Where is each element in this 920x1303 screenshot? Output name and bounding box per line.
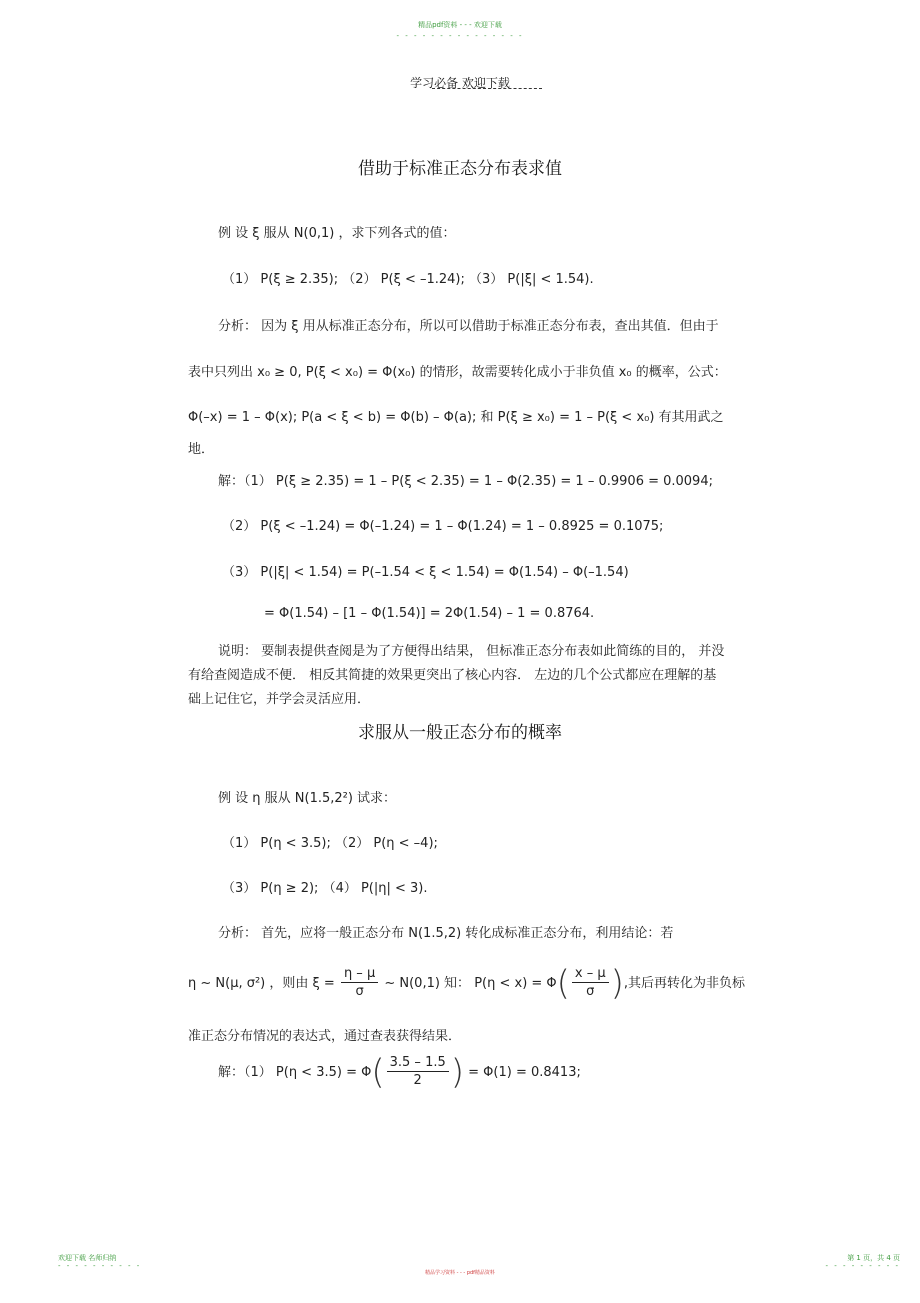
page-header: 学习必备 欢迎下载 — [410, 76, 510, 90]
s2-example: 例 设 η 服从 N(1.5,2²) 试求： — [218, 791, 397, 806]
s2-solution-1 — [218, 1052, 581, 1093]
s1-analysis-1: 分析： 因为 ξ 用从标准正态分布，所以可以借助于标准正态分布表，查出其值．但由于 — [218, 319, 719, 334]
section1-title: 借助于标准正态分布表求值 — [358, 159, 562, 179]
s1-solution-1: 解：（1） P(ξ ≥ 2.35) = 1 – P(ξ < 2.35) = 1 – Φ(2.35) = 1 – 0.9906 = 0.0094; — [218, 474, 713, 489]
s1-solution-3: （3） P(|ξ| < 1.54) = P(–1.54 < ξ < 1.54) = Φ(1.54) – Φ(–1.54) — [222, 565, 629, 580]
footer-right-dots: - - - - - - - - - — [825, 1262, 900, 1270]
s2-parts-1: （1） P(η < 3.5); （2） P(η < –4); — [222, 836, 438, 851]
s2-analysis-2-a: η ~ N(μ, σ²) ，则由 ξ = — [188, 976, 335, 991]
fraction-denominator: 2 — [413, 1073, 422, 1088]
fraction-denominator: σ — [586, 984, 595, 999]
s1-note-2: 有给查阅造成不便． 相反其简捷的效果更突出了核心内容． 左边的几个公式都应在理解的基 — [188, 668, 717, 683]
s2-analysis-1: 分析： 首先，应将一般正态分布 N(1.5,2) 转化成标准正态分布，利用结论：若 — [218, 926, 674, 941]
fraction-argument — [572, 966, 609, 1001]
s2-analysis-2-b: ~ N(0,1) 知： P(η < x) = Φ — [384, 976, 557, 991]
s2-analysis-3: 准正态分布情况的表达式，通过查表获得结果． — [188, 1029, 462, 1044]
s1-example: 例 设 ξ 服从 N(0,1) ，求下列各式的值： — [218, 226, 456, 241]
watermark-top: 精品pdf资料 - - - 欢迎下载 — [418, 21, 502, 29]
s2-solution-1-a: 解：（1） P(η < 3.5) = Φ — [218, 1065, 372, 1080]
s2-parts-2: （3） P(η ≥ 2); （4） P(|η| < 3). — [222, 881, 428, 896]
left-paren: ( — [371, 1052, 385, 1093]
s2-analysis-2-c: ,其后再转化为非负标 — [623, 976, 746, 991]
s2-solution-1-b: = Φ(1) = 0.8413; — [468, 1065, 581, 1080]
footer-left-dots: - - - - - - - - - - — [58, 1262, 142, 1270]
footer-left: 欢迎下载 名师归纳 — [58, 1254, 117, 1262]
section2-title: 求服从一般正态分布的概率 — [358, 723, 562, 743]
s1-note-1: 说明： 要制表提供查阅是为了方便得出结果， 但标准正态分布表如此简练的目的， 并没 — [218, 644, 725, 659]
fraction-numerator: x – μ — [572, 966, 609, 983]
right-paren: ) — [610, 963, 624, 1004]
fraction-standardize — [341, 966, 378, 1001]
right-paren: ) — [450, 1052, 465, 1093]
page-indicator: 第 1 页，共 4 页 — [847, 1254, 900, 1262]
left-paren: ( — [556, 963, 570, 1004]
fraction-denominator: σ — [355, 984, 364, 999]
s2-analysis-2 — [188, 963, 746, 1004]
fraction-solution — [387, 1055, 449, 1090]
s1-solution-2: （2） P(ξ < –1.24) = Φ(–1.24) = 1 – Φ(1.24) = 1 – 0.8925 = 0.1075; — [222, 519, 664, 534]
footer-center: 精品学习资料 - - - pdf精品资料 — [425, 1270, 495, 1276]
s1-analysis-3: Φ(–x) = 1 – Φ(x); P(a < ξ < b) = Φ(b) – Φ(a); 和 P(ξ ≥ x₀) = 1 – P(ξ < x₀) 有其用武之 — [188, 410, 724, 425]
s1-analysis-2: 表中只列出 x₀ ≥ 0, P(ξ < x₀) = Φ(x₀) 的情形，故需要转化成小于非负值 x₀ 的概率，公式： — [188, 365, 727, 380]
watermark-top-dots: - - - - - - - - - - - - - - - — [396, 32, 524, 40]
s1-note-3: 础上记住它，并学会灵活应用． — [188, 692, 371, 707]
fraction-numerator: η – μ — [341, 966, 378, 983]
fraction-numerator: 3.5 – 1.5 — [387, 1055, 449, 1072]
header-underline — [432, 88, 542, 89]
s1-parts: （1） P(ξ ≥ 2.35); （2） P(ξ < –1.24); （3） P(|ξ| < 1.54). — [222, 272, 594, 287]
s1-solution-4: = Φ(1.54) – [1 – Φ(1.54)] = 2Φ(1.54) – 1 = 0.8764. — [264, 606, 595, 621]
s1-analysis-4: 地． — [188, 442, 215, 457]
